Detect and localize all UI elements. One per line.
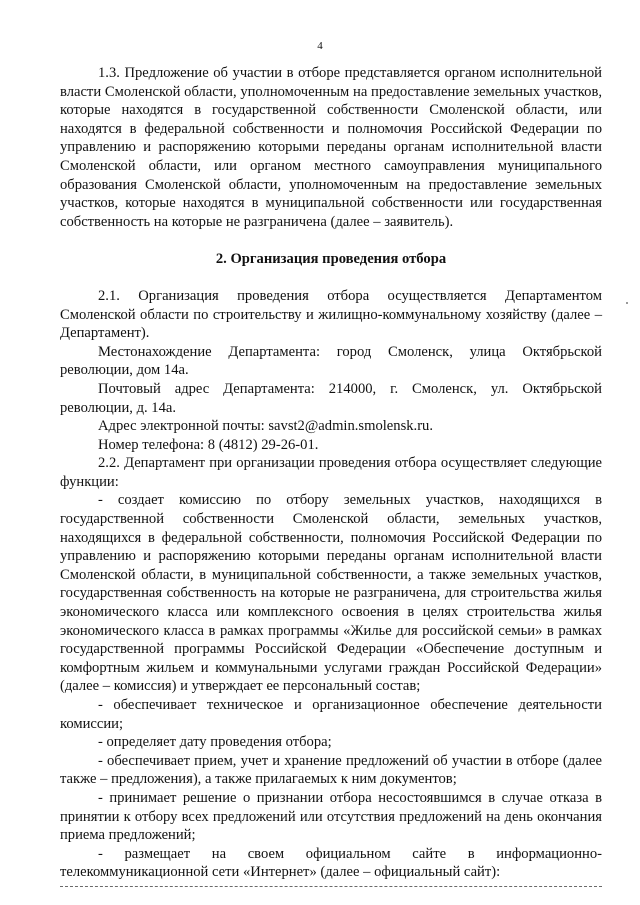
page-bottom-rule	[60, 886, 602, 887]
section-heading: 2. Организация проведения отбора	[215, 251, 447, 268]
department-email: Адрес электронной почты: savst2@admin.smolensk.ru.	[98, 418, 434, 435]
department-phone: Номер телефона: 8 (4812) 29-26-01.	[98, 436, 319, 453]
function-item: - определяет дату проведения отбора;	[98, 734, 332, 751]
paragraph-1-3: 1.3. Предложение об участии в отборе представляется органом исполнительной власти Смоленской области, уполномоченным на предоставление земельных участков, которые находятся в государственной собственности Смоленской области, или находятся в федеральной собственности и полномочия Российской Федерации по управлению и распоряжению которыми переданы органам исполнительной власти Смоленской области, или органом местного самоуправления муниципального образования Смоленской области, уполномоченным на предоставление земельных участков, которые находятся в муниципальной собственности или государственная собственность на которые не разграничена (далее – заявитель).	[60, 65, 602, 230]
paragraph-2-1: 2.1. Организация проведения отбора осуществляется Департаментом Смоленской области по строительству и жилищно-коммунальному хозяйству (далее – Департамент).	[60, 287, 602, 342]
scan-speck	[626, 302, 628, 304]
paragraph-2-2: 2.2. Департамент при организации проведения отбора осуществляет следующие функции:	[60, 455, 602, 490]
department-location: Местонахождение Департамента: город Смоленск, улица Октябрьской революции, дом 14а.	[60, 343, 602, 379]
function-item: - обеспечивает прием, учет и хранение предложений об участии в отборе (далее также – предложения), а также прилагаемых к ним документов;	[60, 752, 602, 788]
function-item: - принимает решение о признании отбора несостоявшимся в случае отказа в принятии к отбору всех предложений или отсутствия предложений на день окончания приема предложений;	[60, 789, 602, 844]
function-item: - обеспечивает техническое и организационное обеспечение деятельности комиссии;	[60, 697, 602, 732]
page-number: 4	[317, 40, 323, 52]
department-postal-address: Почтовый адрес Департамента: 214000, г. Смоленск, ул. Октябрьской революции, д. 14а.	[60, 380, 602, 416]
document-body	[60, 64, 602, 882]
function-item: - размещает на своем официальном сайте в информационно-телекоммуникационной сети «Интернет» (далее – официальный сайт):	[60, 845, 602, 881]
function-item: - создает комиссию по отбору земельных участков, находящихся в государственной собственности Смоленской области, земельных участков, находящихся в федеральной собственности, полномочия Российской Федерации по управлению и распоряжению которыми переданы органам исполнительной власти Смоленской области, в муниципальной собственности, а также земельных участков, государственная собственность на которые не разграничена, для строительства жилья экономического класса или комплексного освоения в целях строительства жилья экономического класса в рамках программы «Жилье для российской семьи» в рамках государственной программы Российской Федерации «Обеспечение доступным и комфортным жильем и коммунальными услугами граждан Российской Федерации» (далее – комиссия) и утверждает ее персональный состав;	[60, 492, 602, 695]
